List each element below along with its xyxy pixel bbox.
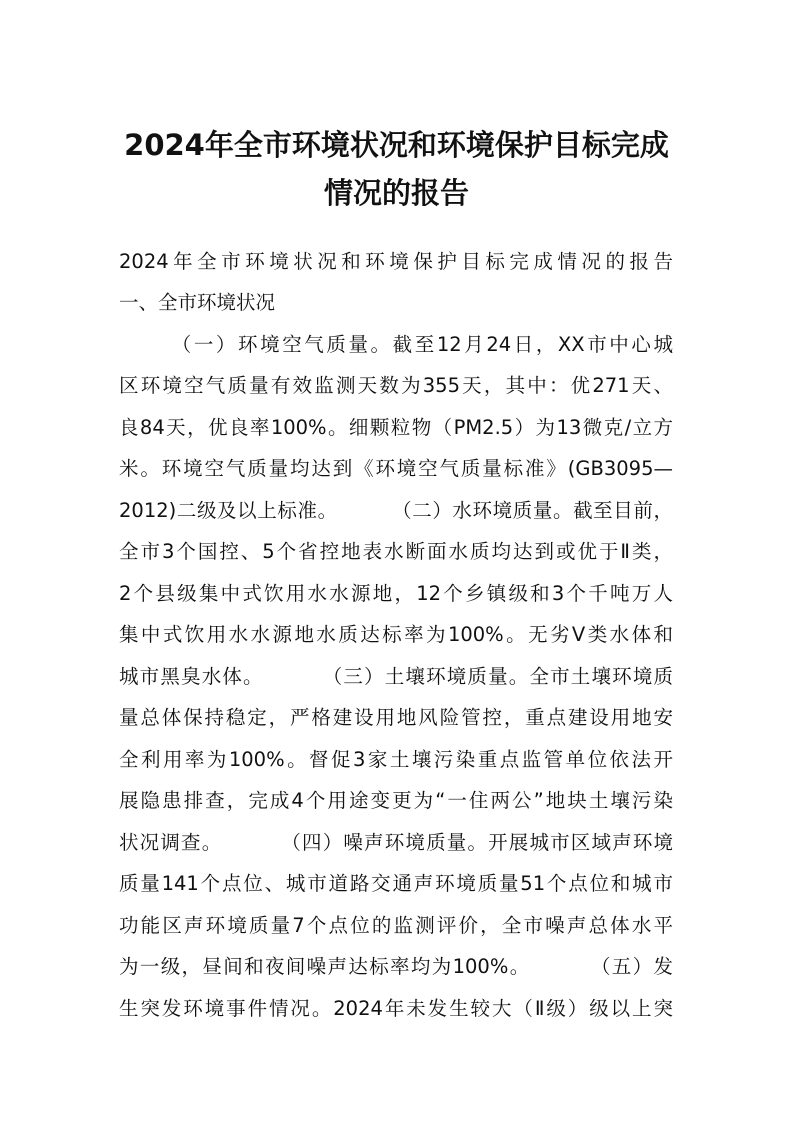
document-title-line-1: 2024年全市环境状况和环境保护目标完成	[124, 128, 669, 162]
body-line: 米。环境空气质量均达到《环境空气质量标准》(GB3095—	[119, 457, 673, 480]
body-line: 2个县级集中式饮用水水源地，12个乡镇级和3个千吨万人	[119, 582, 673, 605]
body-line: 全利用率为100%。督促3家土壤污染重点监管单位依法开	[119, 748, 673, 771]
body-line: 功能区声环境质量7个点位的监测评价，全市噪声总体水平	[119, 914, 673, 937]
body-line: 状况调查。 （四）噪声环境质量。开展城市区域声环境	[119, 831, 673, 854]
body-line: 2012)二级及以上标准。 （二）水环境质量。截至目前，	[119, 499, 673, 522]
body-line: 区环境空气质量有效监测天数为355天，其中：优271天、	[119, 374, 673, 397]
body-line: 全市3个国控、5个省控地表水断面水质均达到或优于Ⅱ类，	[119, 540, 673, 563]
body-line: 集中式饮用水水源地水质达标率为100%。无劣V类水体和	[119, 623, 673, 646]
body-line: 质量141个点位、城市道路交通声环境质量51个点位和城市	[119, 872, 673, 895]
body-line: 良84天，优良率100%。细颗粒物（PM2.5）为13微克/立方	[119, 416, 673, 439]
body-line: 2024年全市环境状况和环境保护目标完成情况的报告	[119, 250, 673, 273]
document-title-line-2: 情况的报告	[323, 176, 469, 210]
body-line: （一）环境空气质量。截至12月24日，XX市中心城	[119, 333, 673, 356]
body-line: 生突发环境事件情况。2024年未发生较大（Ⅱ级）级以上突	[119, 997, 673, 1020]
body-line: 展隐患排查，完成4个用途变更为“一住两公”地块土壤污染	[119, 789, 673, 812]
body-line: 为一级，昼间和夜间噪声达标率均为100%。 （五）发	[119, 955, 673, 978]
body-line: 量总体保持稳定，严格建设用地风险管控，重点建设用地安	[119, 706, 673, 729]
section-heading: 一、全市环境状况	[119, 291, 276, 314]
body-line: 城市黑臭水体。 （三）土壤环境质量。全市土壤环境质	[119, 665, 673, 688]
